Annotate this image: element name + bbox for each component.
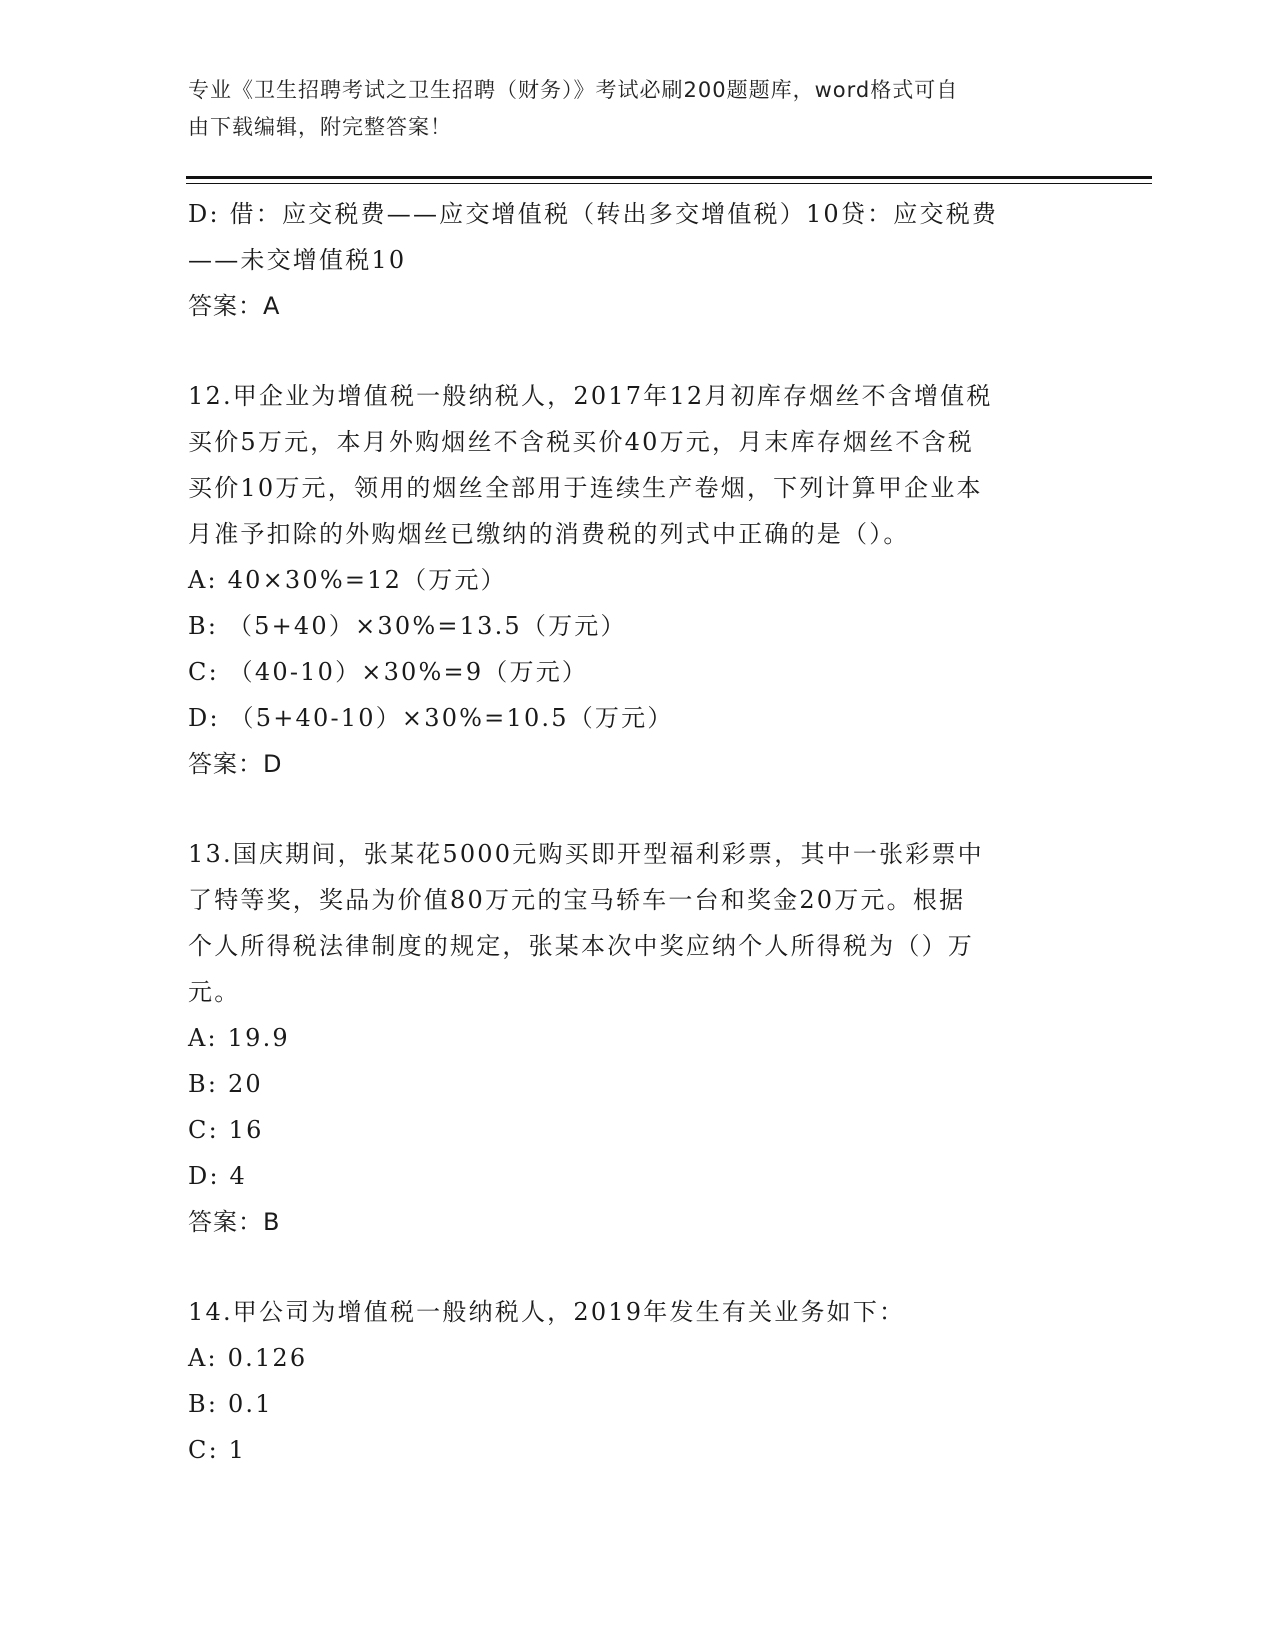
question-stem-line: 14.甲公司为增值税一般纳税人，2019年发生有关业务如下： [188,1298,906,1326]
answer-line: 答案：A [188,292,281,320]
question-stem-line: 13.国庆期间，张某花5000元购买即开型福利彩票，其中一张彩票中 [188,840,984,868]
question-stem-line: 个人所得税法律制度的规定，张某本次中奖应纳个人所得税为（）万 [188,932,974,960]
question-14 [188,1289,1088,1473]
question-stem-line: 12.甲企业为增值税一般纳税人，2017年12月初库存烟丝不含增值税 [188,382,993,410]
question-stem-line: 月准予扣除的外购烟丝已缴纳的消费税的列式中正确的是（）。 [188,520,910,548]
option-d-line-1: D: 借：应交税费——应交增值税（转出多交增值税）10贷：应交税费 [188,200,999,228]
spacer [188,787,1088,831]
question-11-continuation [188,191,1088,329]
spacer [188,329,1088,373]
header-line-2: 由下载编辑，附完整答案！ [188,115,452,139]
option-d: D: （5+40-10）×30%=10.5（万元） [188,704,674,732]
option-a: A: 19.9 [188,1024,290,1052]
option-b: B: 20 [188,1070,263,1098]
question-stem-line: 买价5万元，本月外购烟丝不含税买价40万元，月末库存烟丝不含税 [188,428,975,456]
option-d: D: 4 [188,1162,248,1190]
header-divider-thick [186,176,1152,179]
question-stem-line: 买价10万元，领用的烟丝全部用于连续生产卷烟，下列计算甲企业本 [188,474,983,502]
document-header [188,72,1068,146]
option-b: B: （5+40）×30%=13.5（万元） [188,612,627,640]
document-body [188,191,1088,1473]
question-12 [188,373,1088,787]
option-d-line-2: ——未交增值税10 [188,246,407,274]
header-line-1: 专业《卫生招聘考试之卫生招聘（财务）》考试必刷200题题库，word格式可自 [188,78,959,102]
question-13 [188,831,1088,1245]
answer-line: 答案：D [188,750,283,778]
answer-line: 答案：B [188,1208,281,1236]
option-c: C: 16 [188,1116,264,1144]
option-c: C: 1 [188,1436,247,1464]
question-stem-line: 了特等奖，奖品为价值80万元的宝马轿车一台和奖金20万元。根据 [188,886,966,914]
question-stem-line: 元。 [188,978,241,1006]
option-a: A: 40×30%=12（万元） [188,566,507,594]
spacer [188,1245,1088,1289]
option-c: C: （40-10）×30%=9（万元） [188,658,589,686]
option-b: B: 0.1 [188,1390,273,1418]
option-a: A: 0.126 [188,1344,308,1372]
header-divider-thin [186,183,1152,184]
